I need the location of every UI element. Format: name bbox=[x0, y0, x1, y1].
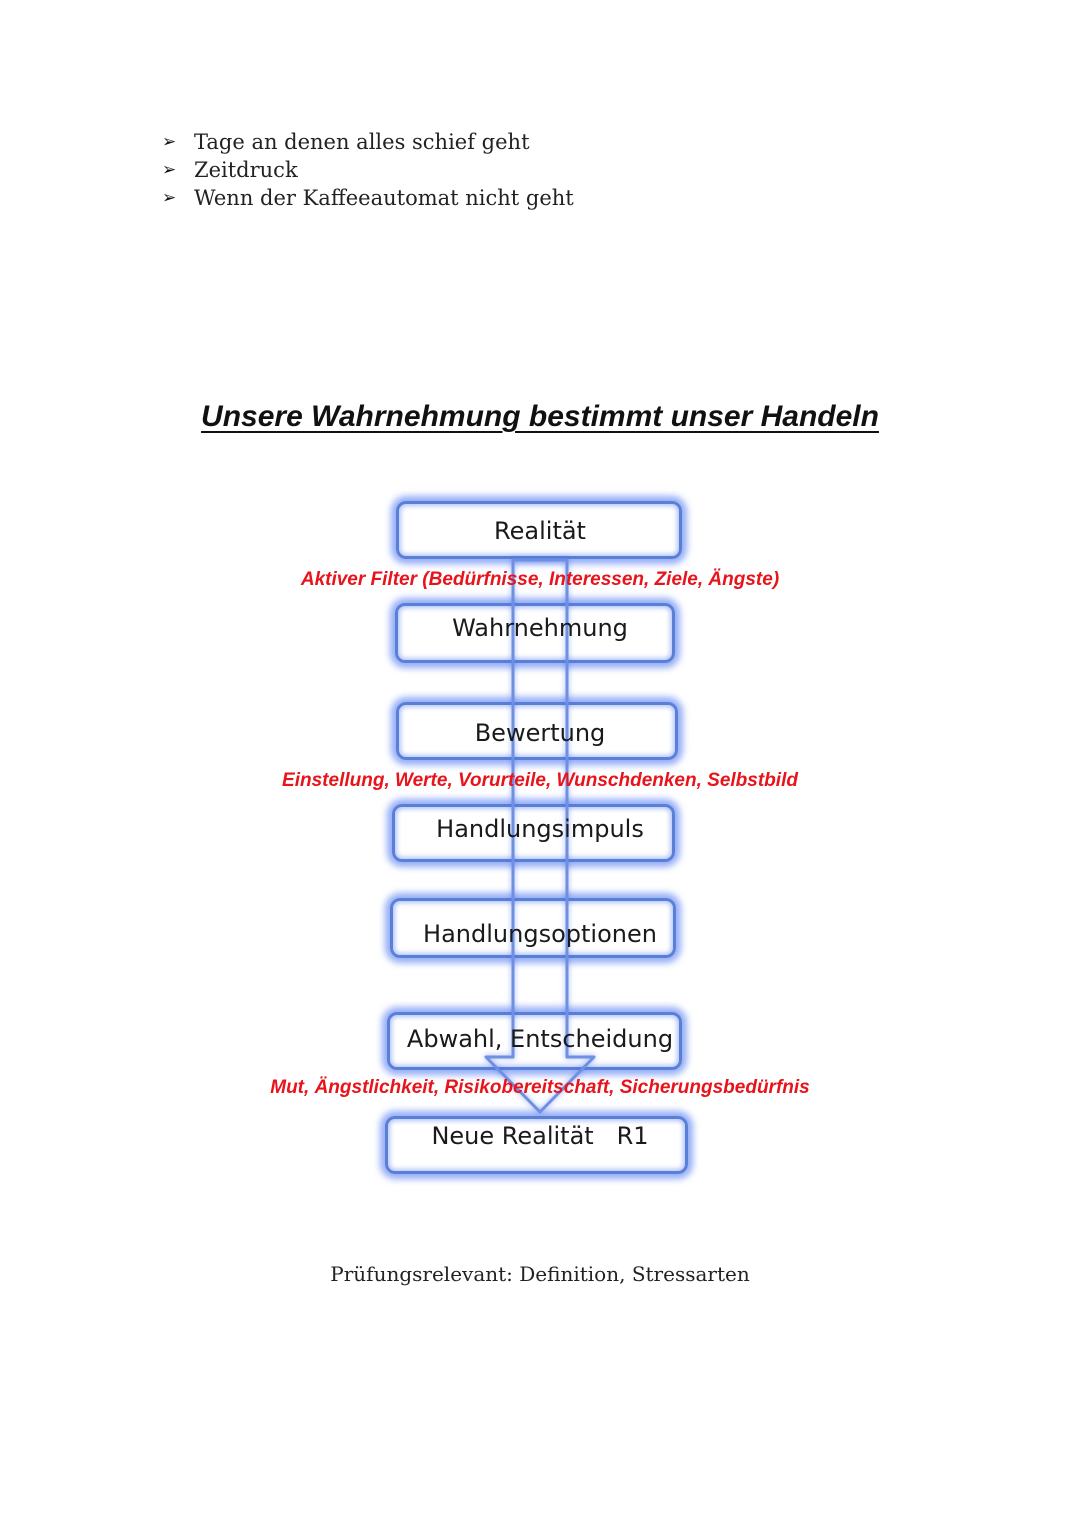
arrow-bullet-icon: ➢ bbox=[162, 132, 177, 152]
flow-label-entscheidung: Abwahl, Entscheidung bbox=[406, 1025, 674, 1053]
flow-label-bewertung: Bewertung bbox=[474, 719, 606, 747]
annotation-einstellung: Einstellung, Werte, Vorurteile, Wunschdenken, Selbstbild bbox=[282, 770, 798, 791]
flow-label-handlungsimpuls: Handlungsimpuls bbox=[436, 815, 644, 843]
page-title: Unsere Wahrnehmung bestimmt unser Handeln bbox=[201, 400, 879, 433]
flow-label-handlungsoptionen: Handlungsoptionen bbox=[423, 920, 657, 948]
list-item bbox=[162, 156, 574, 184]
arrow-bullet-icon: ➢ bbox=[162, 188, 177, 208]
exam-note: Prüfungsrelevant: Definition, Stressarten bbox=[330, 1262, 750, 1286]
annotation-mut: Mut, Ängstlichkeit, Risikobereitschaft, Sicherungsbedürfnis bbox=[270, 1077, 810, 1098]
list-item-text: Wenn der Kaffeeautomat nicht geht bbox=[194, 186, 574, 210]
stress-causes-list bbox=[162, 128, 574, 212]
list-item bbox=[162, 128, 574, 156]
list-item-text: Zeitdruck bbox=[194, 158, 298, 182]
arrow-bullet-icon: ➢ bbox=[162, 160, 177, 180]
flow-label-wahrnehmung: Wahrnehmung bbox=[452, 614, 628, 642]
flow-label-realitaet: Realität bbox=[494, 517, 586, 545]
list-item bbox=[162, 184, 574, 212]
flow-label-neue-realitaet: Neue Realität R1 bbox=[431, 1122, 649, 1150]
list-item-text: Tage an denen alles schief geht bbox=[194, 130, 530, 154]
annotation-aktiver-filter: Aktiver Filter (Bedürfnisse, Interessen, Ziele, Ängste) bbox=[300, 569, 780, 590]
